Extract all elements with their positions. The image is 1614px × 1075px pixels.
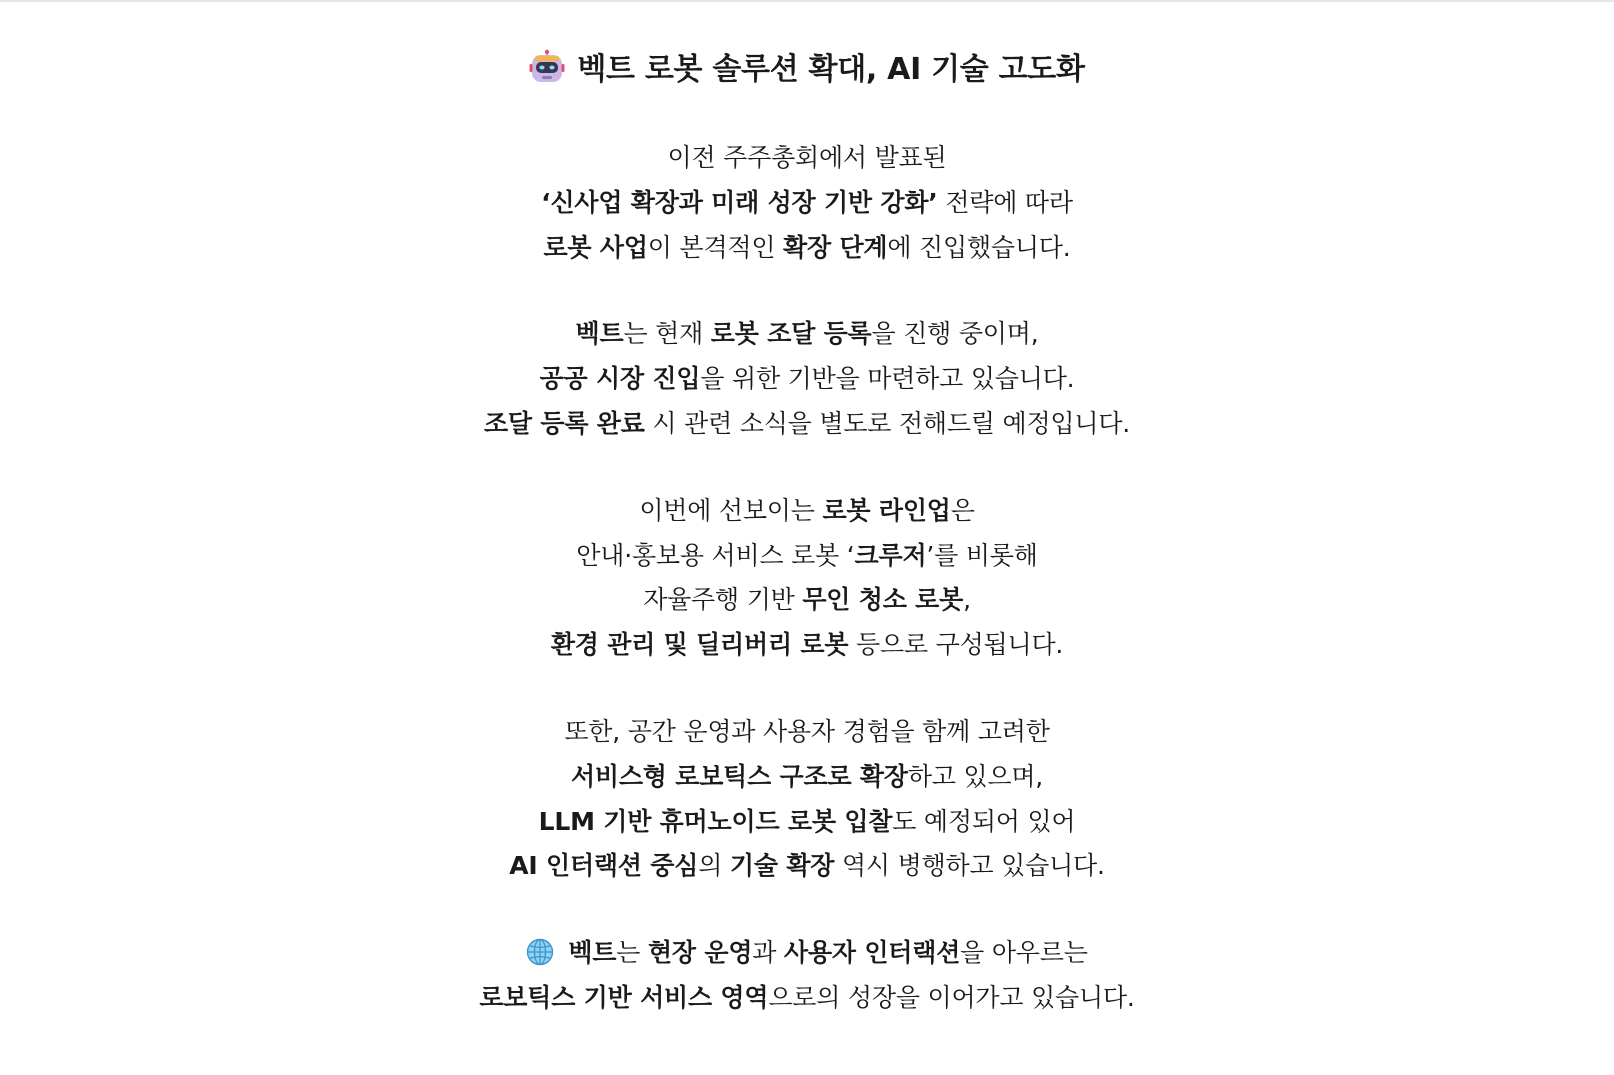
- robot-icon: [529, 49, 565, 85]
- text-segment: 의: [698, 851, 730, 881]
- text-segment: 는: [616, 938, 648, 968]
- bold-text: 조달 등록 완료: [483, 408, 645, 438]
- text-line: [0, 931, 1614, 976]
- text-line: [0, 136, 1614, 181]
- article: [0, 46, 1614, 1021]
- headline: [0, 46, 1614, 94]
- bold-text: 벡트: [568, 938, 617, 968]
- paragraph: [0, 931, 1614, 1021]
- paragraph: [0, 136, 1614, 270]
- text-line: [0, 623, 1614, 668]
- bold-text: 로봇 사업: [543, 232, 648, 262]
- text-line: [0, 844, 1614, 889]
- text-segment: ,: [963, 585, 971, 615]
- text-line: [0, 489, 1614, 534]
- text-segment: 과: [752, 938, 784, 968]
- article-body: [0, 136, 1614, 1021]
- text-segment: 는 현재: [623, 319, 711, 349]
- bold-text: 기술 확장: [729, 851, 835, 881]
- bold-text: 벡트: [575, 319, 624, 349]
- top-divider: [0, 0, 1614, 2]
- text-segment: 안내·홍보용 서비스 로봇 ‘: [576, 540, 855, 570]
- bold-text: 환경 관리 및 딜리버리 로봇: [550, 630, 849, 660]
- headline-text: 벡트 로봇 솔루션 확대, AI 기술 고도화: [577, 52, 1085, 87]
- text-line: [0, 534, 1614, 579]
- text-line: [0, 226, 1614, 271]
- text-segment: ’를 비롯해: [926, 540, 1038, 570]
- bold-text: 크루저: [854, 540, 927, 570]
- text-line: [0, 312, 1614, 357]
- text-segment: 시 관련 소식을 별도로 전해드릴 예정입니다.: [644, 408, 1131, 438]
- text-segment: 전략에 따라: [937, 187, 1073, 217]
- text-line: [0, 800, 1614, 845]
- text-line: [0, 710, 1614, 755]
- text-segment: 등으로 구성됩니다.: [848, 630, 1064, 660]
- text-line: [0, 578, 1614, 623]
- text-segment: 하고 있으며,: [907, 761, 1044, 791]
- bold-text: 공공 시장 진입: [539, 364, 701, 394]
- text-segment: 도 예정되어 있어: [892, 806, 1076, 836]
- text-segment: 을 진행 중이며,: [871, 319, 1039, 349]
- bold-text: 무인 청소 로봇: [802, 585, 964, 615]
- text-segment: 이번에 선보이는: [639, 495, 823, 525]
- text-segment: 또한, 공간 운영과 사용자 경험을 함께 고려한: [564, 716, 1050, 746]
- bold-text: 현장 운영: [647, 938, 753, 968]
- bold-text: LLM 기반 휴머노이드 로봇 입찰: [538, 806, 893, 836]
- bold-text: 로봇 라인업: [822, 495, 951, 525]
- bold-text: 확장 단계: [783, 232, 888, 262]
- text-segment: 으로의 성장을 이어가고 있습니다.: [768, 982, 1135, 1012]
- text-line: [0, 357, 1614, 402]
- text-segment: 이전 주주총회에서 발표된: [667, 143, 947, 172]
- text-segment: 이 본격적인: [647, 232, 784, 262]
- text-line: [0, 755, 1614, 800]
- text-line: [0, 181, 1614, 226]
- paragraph: [0, 710, 1614, 889]
- text-segment: 자율주행 기반: [643, 585, 803, 615]
- bold-text: 로보틱스 기반 서비스 영역: [479, 982, 769, 1012]
- paragraph: [0, 489, 1614, 668]
- text-segment: 을 아우르는: [960, 938, 1088, 968]
- text-line: [0, 402, 1614, 447]
- bold-text: AI 인터랙션 중심: [509, 851, 699, 881]
- text-segment: 은: [950, 495, 975, 525]
- paragraph: [0, 312, 1614, 446]
- bold-text: 사용자 인터랙션: [783, 938, 961, 968]
- text-segment: 에 진입했습니다.: [887, 232, 1071, 262]
- text-segment: 역시 병행하고 있습니다.: [834, 851, 1105, 881]
- globe-icon: [526, 936, 554, 964]
- bold-text: ‘신사업 확장과 미래 성장 기반 강화’: [541, 187, 938, 217]
- bold-text: 로봇 조달 등록: [710, 319, 872, 349]
- text-line: [0, 976, 1614, 1021]
- bold-text: 서비스형 로보틱스 구조로 확장: [570, 761, 908, 791]
- text-segment: 을 위한 기반을 마련하고 있습니다.: [700, 364, 1075, 394]
